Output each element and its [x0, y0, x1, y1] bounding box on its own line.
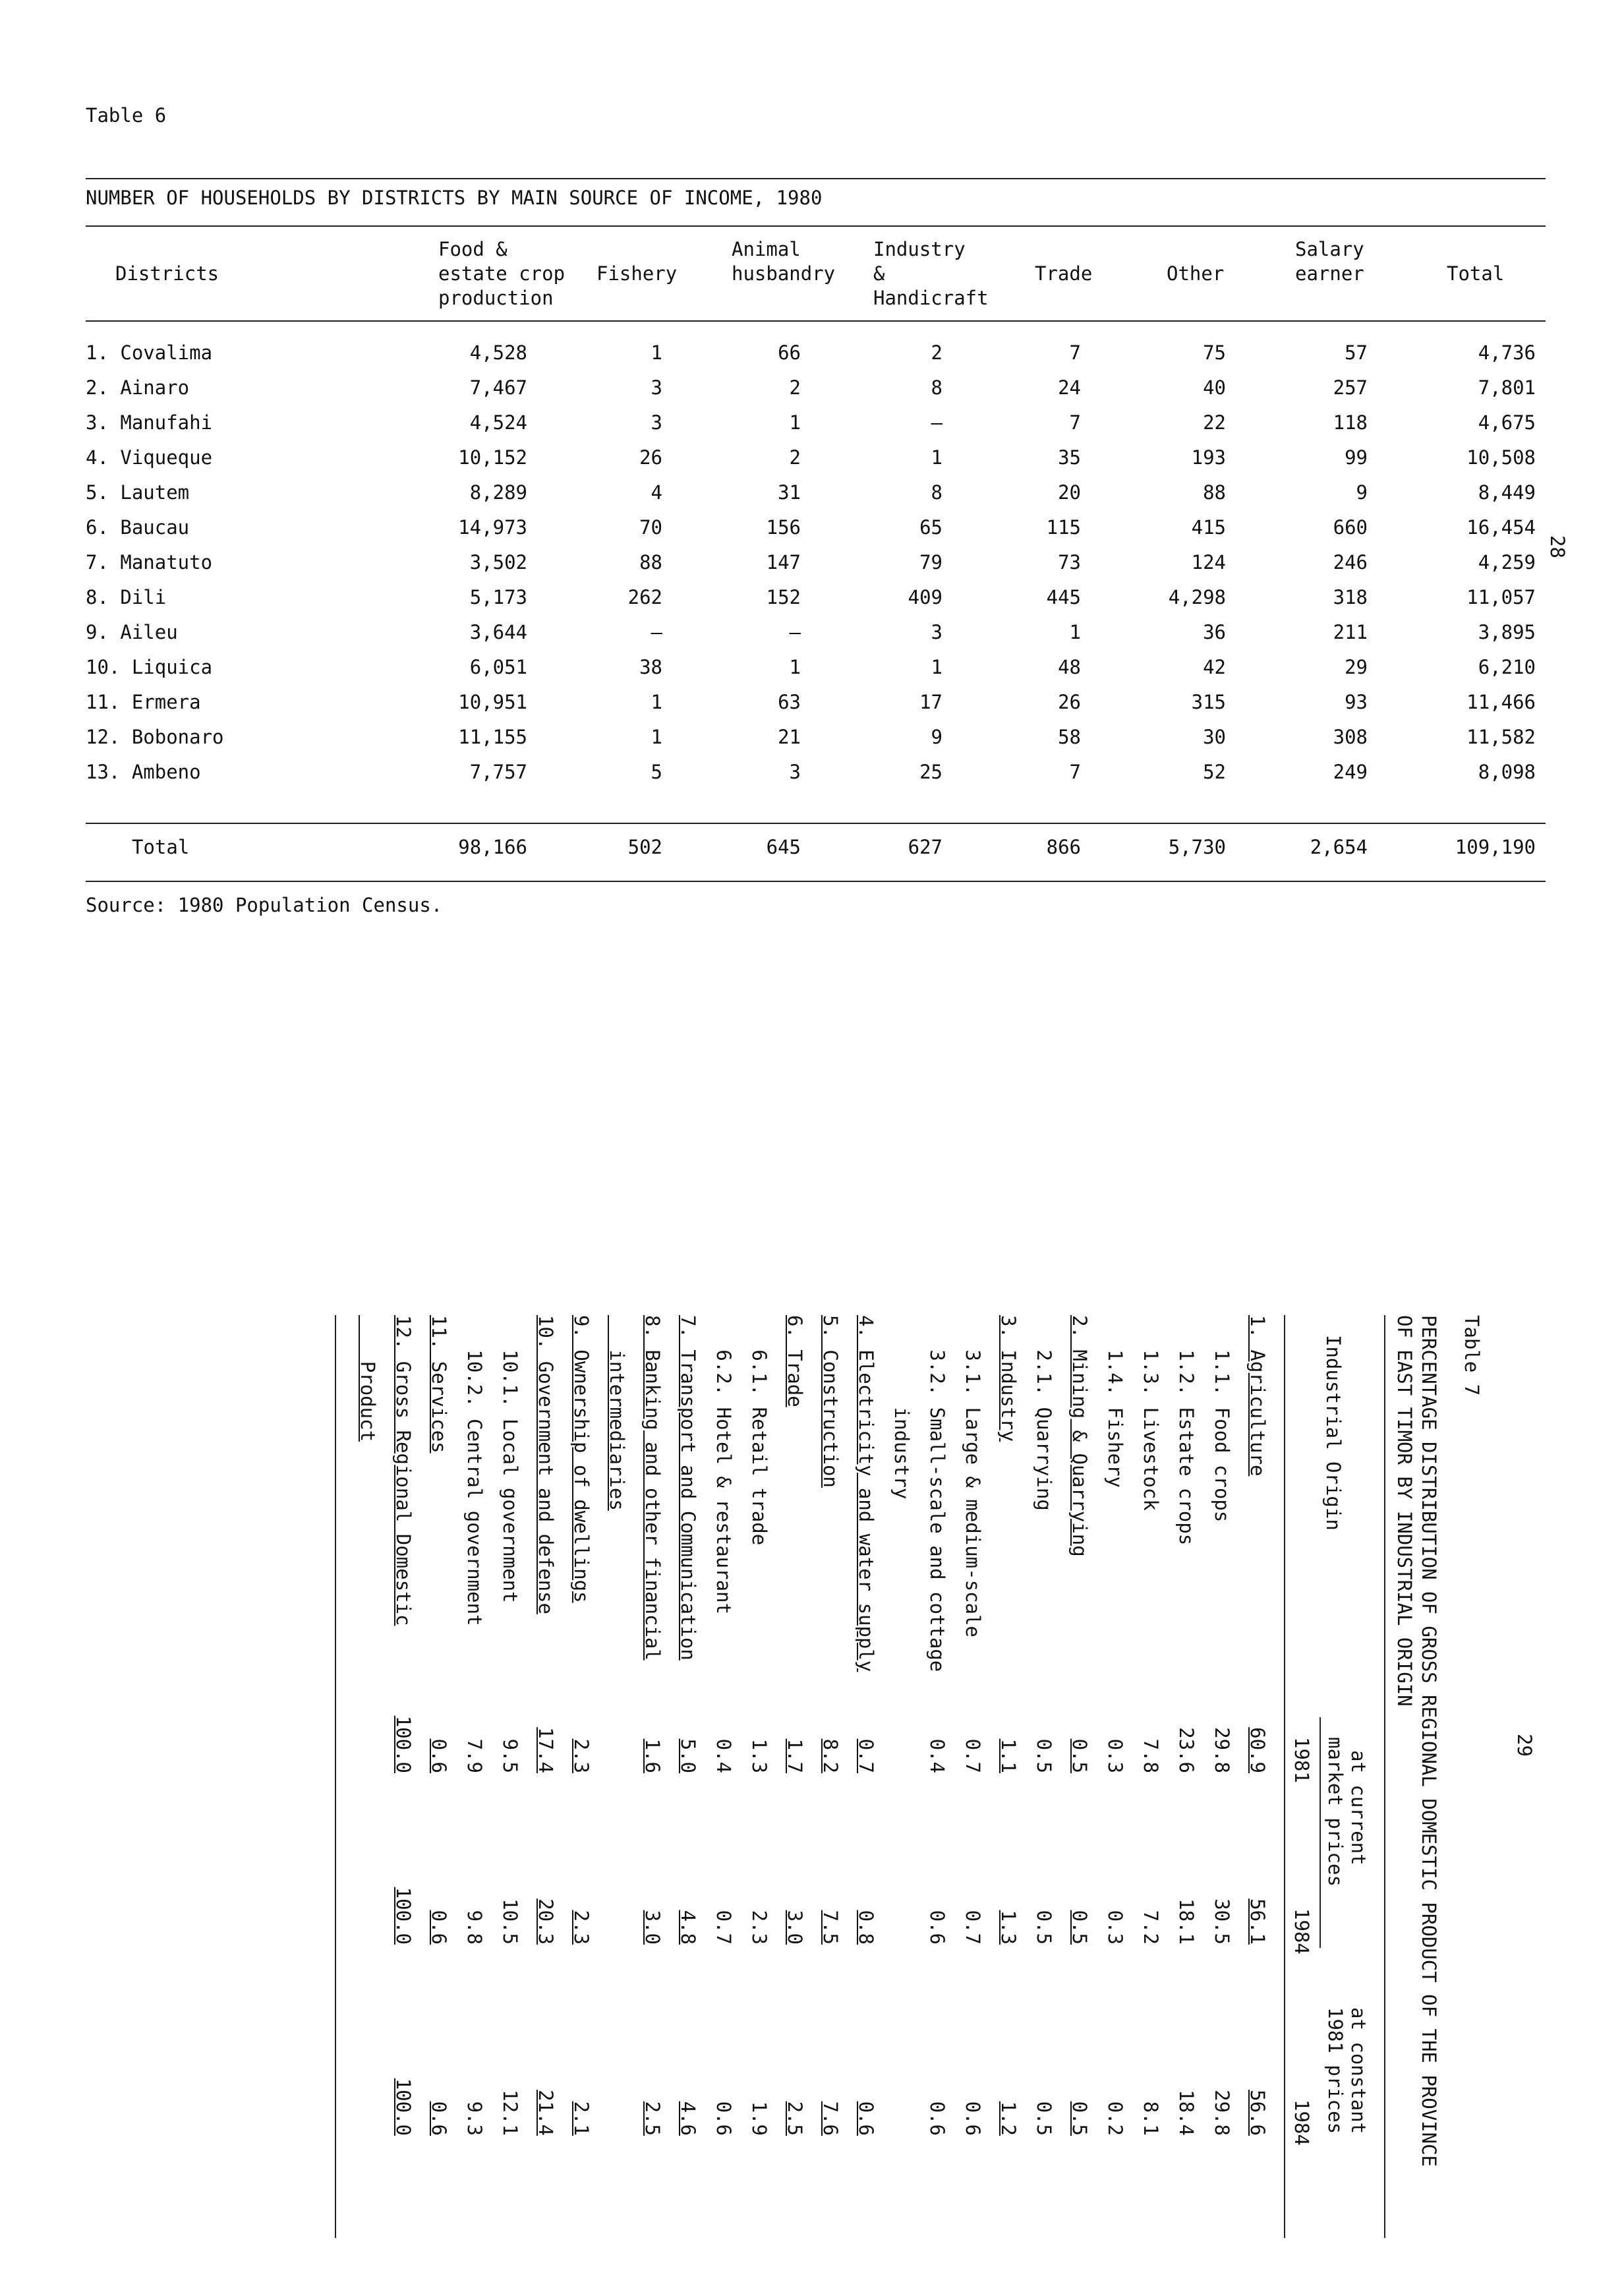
cell-food: 4,528 — [469, 341, 527, 364]
cell-district: 7. Manatuto — [86, 551, 213, 574]
table7-top-rule — [1384, 1315, 1385, 2238]
cell-total: 11,466 — [1466, 691, 1536, 713]
cell-food: 5,173 — [469, 586, 527, 608]
header-industry: Industry & Handicraft — [873, 238, 989, 309]
cell-total: 4,736 — [1478, 341, 1536, 364]
table7-value-0: 0.5 — [1033, 1738, 1055, 1773]
cell-district: 10. Liquica — [86, 656, 213, 678]
table7-value-2: 0.5 — [1068, 2101, 1091, 2136]
cell-fishery: – — [651, 621, 662, 643]
cell-other: 315 — [1191, 691, 1226, 713]
cell-other: 75 — [1203, 341, 1226, 364]
table7-value-1: 0.7 — [962, 1910, 984, 1945]
header-animal: Animal husbandry — [732, 238, 836, 285]
cell-fishery: 262 — [627, 586, 662, 608]
cell-food: 10,951 — [458, 691, 527, 713]
table7-value-2: 100.0 — [392, 2078, 415, 2136]
cell-other: 36 — [1203, 621, 1226, 643]
cell-fishery: 5 — [651, 761, 662, 783]
cell-trade: 115 — [1046, 516, 1081, 539]
table7-value-1: 1.3 — [997, 1910, 1020, 1945]
table7-value-1: 0.5 — [1033, 1910, 1055, 1945]
table7-header-origin: Industrial Origin — [1322, 1335, 1345, 1531]
table7-row-label: 1. Agriculture — [1246, 1315, 1269, 1477]
table7-year-1981: 1981 — [1290, 1737, 1313, 1783]
cell-total: 7,801 — [1478, 376, 1536, 399]
table7-value-2: 2.5 — [784, 2101, 806, 2136]
header-trade: Trade — [1035, 262, 1093, 285]
cell-fishery: 1 — [651, 691, 662, 713]
table7-value-1: 9.8 — [463, 1910, 486, 1945]
table7-value-2: 0.6 — [712, 2101, 735, 2136]
cell-salary: 211 — [1333, 621, 1368, 643]
cell-fishery: 38 — [639, 656, 662, 678]
cell-food: 7,757 — [469, 761, 527, 783]
cell-other: 42 — [1203, 656, 1226, 678]
table7-row-label: 6.1. Retail trade — [748, 1315, 770, 1546]
cell-fishery: 26 — [639, 446, 662, 469]
table6-title: NUMBER OF HOUSEHOLDS BY DISTRICTS BY MAIN SOURCE OF INCOME, 1980 — [86, 187, 823, 209]
table7-value-1: 0.6 — [926, 1910, 948, 1945]
cell-salary: 99 — [1345, 446, 1368, 469]
cell-industry: 1 — [931, 656, 942, 678]
table7-value-2: 0.6 — [926, 2101, 948, 2136]
cell-total: 16,454 — [1466, 516, 1536, 539]
table7-value-2: 18.4 — [1175, 2090, 1198, 2136]
total-total: 109,190 — [1455, 836, 1536, 858]
table7-row-label: 6.2. Hotel & restaurant — [712, 1315, 735, 1614]
cell-animal: 1 — [789, 656, 801, 678]
header-districts: Districts — [115, 262, 219, 285]
table7-row-label: 5. Construction — [819, 1315, 842, 1488]
cell-food: 3,502 — [469, 551, 527, 574]
table7-value-1: 0.8 — [855, 1910, 877, 1945]
table6-row — [0, 621, 1624, 647]
cell-industry: 2 — [931, 341, 942, 364]
cell-industry: 409 — [908, 586, 942, 608]
cell-other: 40 — [1203, 376, 1226, 399]
cell-animal: 63 — [778, 691, 801, 713]
table7-value-2: 0.6 — [855, 2101, 877, 2136]
cell-total: 4,259 — [1478, 551, 1536, 574]
cell-salary: 308 — [1333, 726, 1368, 748]
cell-salary: 249 — [1333, 761, 1368, 783]
table7-row-label: industry — [890, 1315, 913, 1500]
total-salary: 2,654 — [1310, 836, 1368, 858]
cell-trade: 58 — [1058, 726, 1081, 748]
cell-district: 12. Bobonaro — [86, 726, 224, 748]
table7-value-1: 0.7 — [712, 1910, 735, 1945]
table7-value-1: 0.6 — [428, 1910, 450, 1945]
table7-value-0: 0.7 — [962, 1738, 984, 1773]
table7-bottom-rule — [335, 1315, 336, 2238]
table6-header-rule — [86, 225, 1546, 227]
total-trade: 866 — [1046, 836, 1081, 858]
cell-district: 6. Baucau — [86, 516, 190, 539]
table7-value-2: 9.3 — [463, 2101, 486, 2136]
cell-food: 8,289 — [469, 481, 527, 504]
table7-value-1: 7.2 — [1140, 1910, 1162, 1945]
cell-total: 10,508 — [1466, 446, 1536, 469]
table7-value-1: 7.5 — [819, 1910, 842, 1945]
cell-district: 13. Ambeno — [86, 761, 201, 783]
table7-row-label: Product — [357, 1315, 379, 1442]
table7-value-0: 2.3 — [570, 1738, 593, 1773]
table7-row-label: 10.1. Local government — [499, 1315, 521, 1603]
table7-row-label: 6. Trade — [784, 1315, 806, 1407]
table7-row-label: 12. Gross Regional Domestic — [392, 1315, 415, 1626]
table6-row — [0, 516, 1624, 543]
table6-row — [0, 376, 1624, 403]
cell-trade: 7 — [1069, 761, 1081, 783]
table7-row-label: 2. Mining & Quarrying — [1068, 1315, 1091, 1557]
table7-value-1: 30.5 — [1211, 1898, 1233, 1945]
table7-value-2: 12.1 — [499, 2090, 521, 2136]
table7-value-2: 1.9 — [748, 2101, 770, 2136]
cell-other: 88 — [1203, 481, 1226, 504]
cell-total: 11,057 — [1466, 586, 1536, 608]
cell-animal: 21 — [778, 726, 801, 748]
table7-value-2: 0.6 — [962, 2101, 984, 2136]
cell-trade: 7 — [1069, 341, 1081, 364]
table6-row — [0, 726, 1624, 752]
table7-row-label: 4. Electricity and water supply — [855, 1315, 877, 1672]
cell-total: 8,098 — [1478, 761, 1536, 783]
cell-total: 3,895 — [1478, 621, 1536, 643]
table7-row-label: 11. Services — [428, 1315, 450, 1454]
cell-industry: – — [931, 411, 942, 434]
header-other: Other — [1167, 262, 1225, 285]
cell-total: 11,582 — [1466, 726, 1536, 748]
cell-fishery: 3 — [651, 411, 662, 434]
cell-trade: 7 — [1069, 411, 1081, 434]
cell-industry: 79 — [919, 551, 942, 574]
table6-top-rule — [86, 178, 1546, 179]
cell-district: 1. Covalima — [86, 341, 213, 364]
table6-row — [0, 691, 1624, 717]
table7-value-0: 23.6 — [1175, 1727, 1198, 1773]
cell-animal: 2 — [789, 446, 801, 469]
table7-value-0: 29.8 — [1211, 1727, 1233, 1773]
table7-header-current-2: market prices — [1324, 1737, 1347, 1887]
table7-label: Table 7 — [1461, 1315, 1483, 1396]
table7-row-label: 3.2. Small-scale and cottage — [926, 1315, 948, 1672]
table7-row-label: 10. Government and defense — [535, 1315, 557, 1614]
table7-row-label: 1.2. Estate crops — [1175, 1315, 1198, 1546]
total-other: 5,730 — [1168, 836, 1226, 858]
cell-total: 4,675 — [1478, 411, 1536, 434]
header-fishery: Fishery — [596, 262, 678, 285]
cell-animal: 152 — [766, 586, 801, 608]
cell-salary: 93 — [1345, 691, 1368, 713]
table7-row-label: 7. Transport and Communication — [677, 1315, 699, 1661]
cell-animal: – — [789, 621, 801, 643]
cell-district: 5. Lautem — [86, 481, 190, 504]
table6-row — [0, 656, 1624, 682]
cell-industry: 8 — [931, 376, 942, 399]
cell-other: 22 — [1203, 411, 1226, 434]
cell-industry: 3 — [931, 621, 942, 643]
table7-row-label: 9. Ownership of dwellings — [570, 1315, 593, 1603]
table7-value-2: 7.6 — [819, 2101, 842, 2136]
table6-row — [0, 481, 1624, 508]
total-district: Total — [132, 836, 190, 858]
table6-label: Table 6 — [86, 104, 167, 127]
total-industry: 627 — [908, 836, 942, 858]
table7-value-1: 3.0 — [641, 1910, 664, 1945]
table7-row-label: 8. Banking and other financial — [641, 1315, 664, 1661]
cell-salary: 660 — [1333, 516, 1368, 539]
table7-value-1: 3.0 — [784, 1910, 806, 1945]
table7-row-label: 3. Industry — [997, 1315, 1020, 1442]
cell-animal: 2 — [789, 376, 801, 399]
table7-value-2: 2.5 — [641, 2101, 664, 2136]
table7-value-0: 7.8 — [1140, 1738, 1162, 1773]
table7-row-label: 1.1. Food crops — [1211, 1315, 1233, 1523]
header-salary: Salary earner — [1295, 238, 1364, 285]
table7-value-2: 8.1 — [1140, 2101, 1162, 2136]
cell-trade: 20 — [1058, 481, 1081, 504]
table7-value-0: 1.6 — [641, 1738, 664, 1773]
cell-district: 4. Viqueque — [86, 446, 213, 469]
cell-salary: 257 — [1333, 376, 1368, 399]
table7-value-0: 1.3 — [748, 1738, 770, 1773]
cell-animal: 1 — [789, 411, 801, 434]
table6-source: Source: 1980 Population Census. — [86, 894, 443, 916]
cell-food: 14,973 — [458, 516, 527, 539]
cell-other: 193 — [1191, 446, 1226, 469]
cell-food: 10,152 — [458, 446, 527, 469]
table7-value-2: 0.5 — [1033, 2101, 1055, 2136]
cell-fishery: 3 — [651, 376, 662, 399]
table7-value-0: 1.7 — [784, 1738, 806, 1773]
table7-value-0: 0.3 — [1104, 1738, 1126, 1773]
cell-district: 8. Dili — [86, 586, 167, 608]
cell-industry: 1 — [931, 446, 942, 469]
table6-subheader-rule — [86, 320, 1546, 322]
table7-value-0: 5.0 — [677, 1738, 699, 1773]
cell-salary: 118 — [1333, 411, 1368, 434]
table7-rotated — [277, 1282, 1483, 2271]
cell-trade: 445 — [1046, 586, 1081, 608]
table7-value-2: 0.2 — [1104, 2101, 1126, 2136]
table7-value-0: 0.6 — [428, 1738, 450, 1773]
cell-fishery: 70 — [639, 516, 662, 539]
table7-value-1: 2.3 — [570, 1910, 593, 1945]
table7-value-0: 17.4 — [535, 1727, 557, 1773]
cell-industry: 65 — [919, 516, 942, 539]
cell-industry: 25 — [919, 761, 942, 783]
total-animal: 645 — [766, 836, 801, 858]
table7-row-label: 3.1. Large & medium-scale — [962, 1315, 984, 1637]
cell-salary: 29 — [1345, 656, 1368, 678]
table7-current-rule — [1320, 1717, 1321, 1948]
table7-header-rule — [1284, 1315, 1285, 2238]
table7-title-line2: OF EAST TIMOR BY INDUSTRIAL ORIGIN — [1393, 1315, 1416, 1707]
cell-industry: 9 — [931, 726, 942, 748]
cell-animal: 31 — [778, 481, 801, 504]
table7-value-0: 0.5 — [1068, 1738, 1091, 1773]
cell-trade: 48 — [1058, 656, 1081, 678]
cell-other: 4,298 — [1168, 586, 1226, 608]
table7-value-0: 7.9 — [463, 1738, 486, 1773]
cell-fishery: 1 — [651, 341, 662, 364]
cell-salary: 57 — [1345, 341, 1368, 364]
table7-row-label: 10.2. Central government — [463, 1315, 486, 1626]
cell-food: 4,524 — [469, 411, 527, 434]
table7-value-1: 20.3 — [535, 1898, 557, 1945]
page-number-28: 28 — [1546, 535, 1569, 558]
table7-value-0: 0.4 — [926, 1738, 948, 1773]
table6-total-row — [0, 836, 1624, 862]
cell-salary: 9 — [1356, 481, 1368, 504]
cell-district: 3. Manufahi — [86, 411, 213, 434]
table7-header-current-1: at current — [1347, 1750, 1370, 1866]
cell-trade: 35 — [1058, 446, 1081, 469]
cell-district: 11. Ermera — [86, 691, 201, 713]
table7-header-constant-1: at constant — [1347, 2007, 1370, 2134]
table7-value-0: 0.4 — [712, 1738, 735, 1773]
table7-value-2: 4.6 — [677, 2101, 699, 2136]
cell-other: 30 — [1203, 726, 1226, 748]
table7-value-0: 8.2 — [819, 1738, 842, 1773]
table7-row-label: intermediaries — [606, 1315, 628, 1511]
cell-salary: 246 — [1333, 551, 1368, 574]
table6-row — [0, 411, 1624, 438]
cell-fishery: 1 — [651, 726, 662, 748]
table7-value-1: 2.3 — [748, 1910, 770, 1945]
cell-district: 9. Aileu — [86, 621, 178, 643]
total-food: 98,166 — [458, 836, 527, 858]
table7-title-line1: PERCENTAGE DISTRIBUTION OF GROSS REGIONAL DOMESTIC PRODUCT OF THE PROVINCE — [1418, 1315, 1440, 2167]
cell-food: 6,051 — [469, 656, 527, 678]
total-fishery: 502 — [627, 836, 662, 858]
cell-other: 415 — [1191, 516, 1226, 539]
cell-salary: 318 — [1333, 586, 1368, 608]
table7-value-1: 56.1 — [1246, 1898, 1269, 1945]
page-number-29: 29 — [1513, 1734, 1536, 1757]
table7-value-1: 18.1 — [1175, 1898, 1198, 1945]
table7-header-constant-2: 1981 prices — [1324, 2007, 1347, 2134]
table6-total-top-rule — [86, 823, 1546, 824]
table7-value-1: 100.0 — [392, 1887, 415, 1945]
cell-food: 11,155 — [458, 726, 527, 748]
table7-value-2: 29.8 — [1211, 2090, 1233, 2136]
table7-value-1: 0.5 — [1068, 1910, 1091, 1945]
cell-district: 2. Ainaro — [86, 376, 190, 399]
table7-row-label: 1.4. Fishery — [1104, 1315, 1126, 1488]
table7-value-2: 1.2 — [997, 2101, 1020, 2136]
cell-other: 124 — [1191, 551, 1226, 574]
table7-year-1984-current: 1984 — [1290, 1908, 1313, 1955]
table7-value-0: 9.5 — [499, 1738, 521, 1773]
table7-value-0: 1.1 — [997, 1738, 1020, 1773]
table7-year-1984-constant: 1984 — [1290, 2100, 1313, 2146]
cell-industry: 17 — [919, 691, 942, 713]
table7-value-1: 10.5 — [499, 1898, 521, 1945]
cell-trade: 24 — [1058, 376, 1081, 399]
cell-fishery: 88 — [639, 551, 662, 574]
table6-row — [0, 551, 1624, 577]
table6-bottom-rule — [86, 881, 1546, 882]
cell-total: 6,210 — [1478, 656, 1536, 678]
table7-value-1: 4.8 — [677, 1910, 699, 1945]
header-total: Total — [1447, 262, 1505, 285]
cell-animal: 3 — [789, 761, 801, 783]
table7-value-2: 56.6 — [1246, 2090, 1269, 2136]
cell-total: 8,449 — [1478, 481, 1536, 504]
cell-fishery: 4 — [651, 481, 662, 504]
table7-value-2: 2.1 — [570, 2101, 593, 2136]
table6-row — [0, 341, 1624, 368]
table6-row — [0, 586, 1624, 612]
table7-row-label: 1.3. Livestock — [1140, 1315, 1162, 1511]
header-food: Food & estate crop production — [438, 238, 566, 309]
cell-other: 52 — [1203, 761, 1226, 783]
table7-value-0: 60.9 — [1246, 1727, 1269, 1773]
table7-value-0: 100.0 — [392, 1715, 415, 1773]
cell-animal: 147 — [766, 551, 801, 574]
table7-value-2: 0.6 — [428, 2101, 450, 2136]
cell-trade: 26 — [1058, 691, 1081, 713]
cell-industry: 8 — [931, 481, 942, 504]
cell-trade: 73 — [1058, 551, 1081, 574]
table6-row — [0, 446, 1624, 473]
cell-food: 7,467 — [469, 376, 527, 399]
table7-row-label: 2.1. Quarrying — [1033, 1315, 1055, 1511]
table7-value-2: 21.4 — [535, 2090, 557, 2136]
cell-trade: 1 — [1069, 621, 1081, 643]
table6-row — [0, 761, 1624, 787]
cell-animal: 66 — [778, 341, 801, 364]
cell-food: 3,644 — [469, 621, 527, 643]
table7-value-1: 0.3 — [1104, 1910, 1126, 1945]
cell-animal: 156 — [766, 516, 801, 539]
table7-value-0: 0.7 — [855, 1738, 877, 1773]
